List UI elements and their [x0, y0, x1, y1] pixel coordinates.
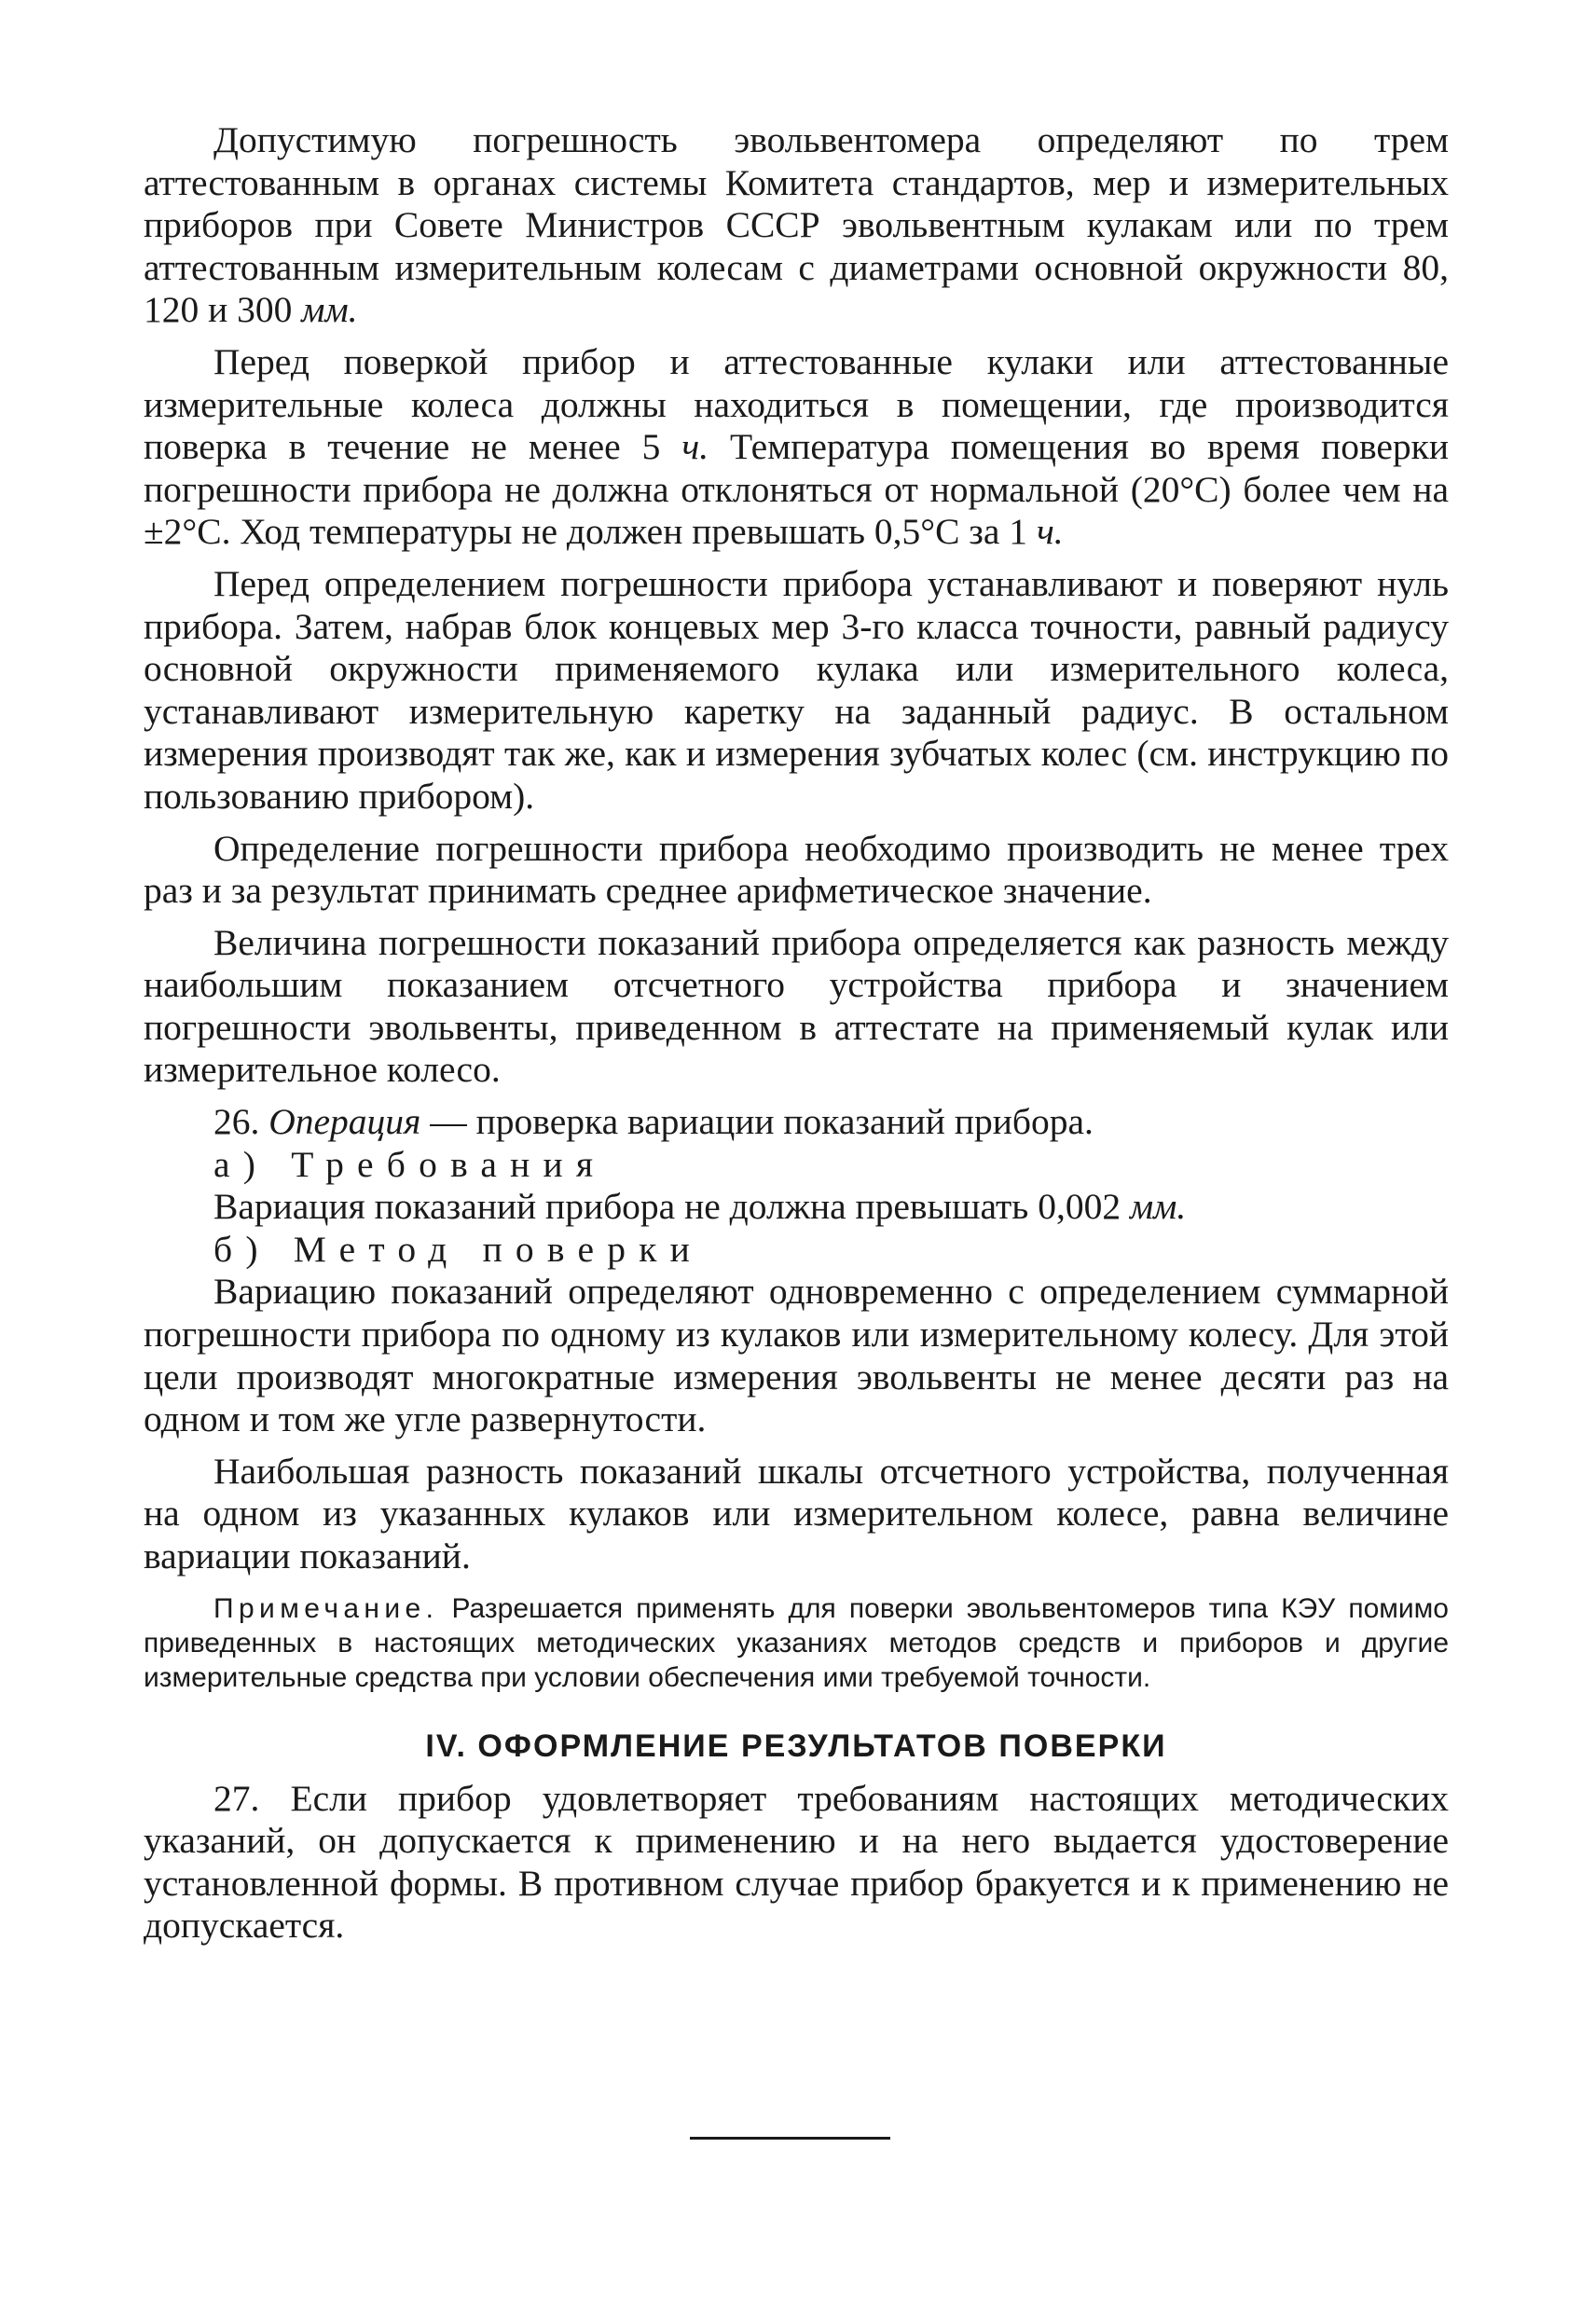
paragraph-tolerance-determination — [144, 119, 1449, 332]
paragraph-zero-setting: Перед определением погрешности прибора устанавливают и поверяют нуль прибора. Затем, набрав блок концевых мер 3-го класса точности, равный радиусу основной окружности применяемого кулака или измерительного колеса, устанавливают измерительную каретку на заданный радиус. В остальном измерения производят так же, как и измерения зубчатых колес (см. инструкцию по пользованию прибором). — [144, 562, 1449, 817]
paragraph-text: Температура помещения во время поверки погрешности прибора не должна отклоняться от нормальной (20°С) более чем на ±2°С. Ход температуры не должен превышать 0,5°С за 1 — [144, 426, 1449, 553]
paragraph-text: Вариация показаний прибора не должна превышать 0,002 — [213, 1186, 1130, 1228]
document-page — [144, 119, 1449, 1957]
paragraph-variation-result: Наибольшая разность показаний шкалы отсчетного устройства, полученная на одном из указанных кулаков или измерительном колесе, равна величине вариации показаний. — [144, 1450, 1449, 1576]
end-divider — [690, 2137, 890, 2140]
method-heading: б) Метод поверки — [213, 1228, 704, 1270]
item-27: 27. Если прибор удовлетворяет требованиям настоящих методических указаний, он допускается к применению и на него выдается удостоверение установленной формы. В противном случае прибор бракуется и к применению не допускается. — [144, 1777, 1449, 1947]
unit-mm: мм. — [301, 289, 358, 331]
paragraph-temperature-conditions — [144, 341, 1449, 554]
item-label: Операция — [268, 1101, 421, 1143]
note-text: Разрешается применять для поверки эвольвентомеров типа КЭУ помимо приведенных в настоящих методических указаниях методов средств и приборов и другие измерительные средства при условии обеспечения ими требуемой точности. — [144, 1592, 1449, 1693]
paragraph-error-value: Величина погрешности показаний прибора определяется как разность между наибольшим показанием отсчетного устройства прибора и значением погрешности эвольвенты, приведенном в аттестате на применяемый кулак или измерительное колесо. — [144, 921, 1449, 1091]
paragraph-text: Перед поверкой прибор и аттестованные кулаки или аттестованные измерительные колеса должны находиться в помещении, где производится поверка в течение не менее 5 — [144, 340, 1449, 468]
unit-hours: ч. — [1036, 511, 1064, 553]
note-label: Примечание. — [213, 1592, 439, 1624]
paragraph-repeat-measurement: Определение погрешности прибора необходимо производить не менее трех раз и за результат принимать среднее арифметическое значение. — [144, 827, 1449, 912]
method-text: Вариацию показаний определяют одновременно с определением суммарной погрешности прибора по одному из кулаков или измерительному колесу. Для этой цели производят многократные измерения эвольвенты не менее десяти раз на одном и том же угле развернутости. — [144, 1271, 1449, 1440]
requirements-text — [144, 1186, 1449, 1229]
item-26 — [144, 1101, 1449, 1144]
paragraph-text: Допустимую погрешность эвольвентомера определяют по трем аттестованным в органах системы Комитета стандартов, мер и измерительных приборов при Совете Министров СССР эвольвентным кулакам или по трем аттестованным измерительным колесам с диаметрами основной окружности 80, 120 и 300 — [144, 119, 1449, 331]
section-heading: IV. ОФОРМЛЕНИЕ РЕЗУЛЬТАТОВ ПОВЕРКИ — [425, 1728, 1167, 1764]
note — [144, 1591, 1449, 1695]
unit-mm: мм. — [1129, 1186, 1187, 1228]
item-number: 26. — [213, 1101, 269, 1143]
item-text: — проверка вариации показаний прибора. — [420, 1101, 1094, 1143]
requirements-heading: а) Требования — [213, 1143, 607, 1185]
unit-hours: ч. — [681, 426, 709, 468]
